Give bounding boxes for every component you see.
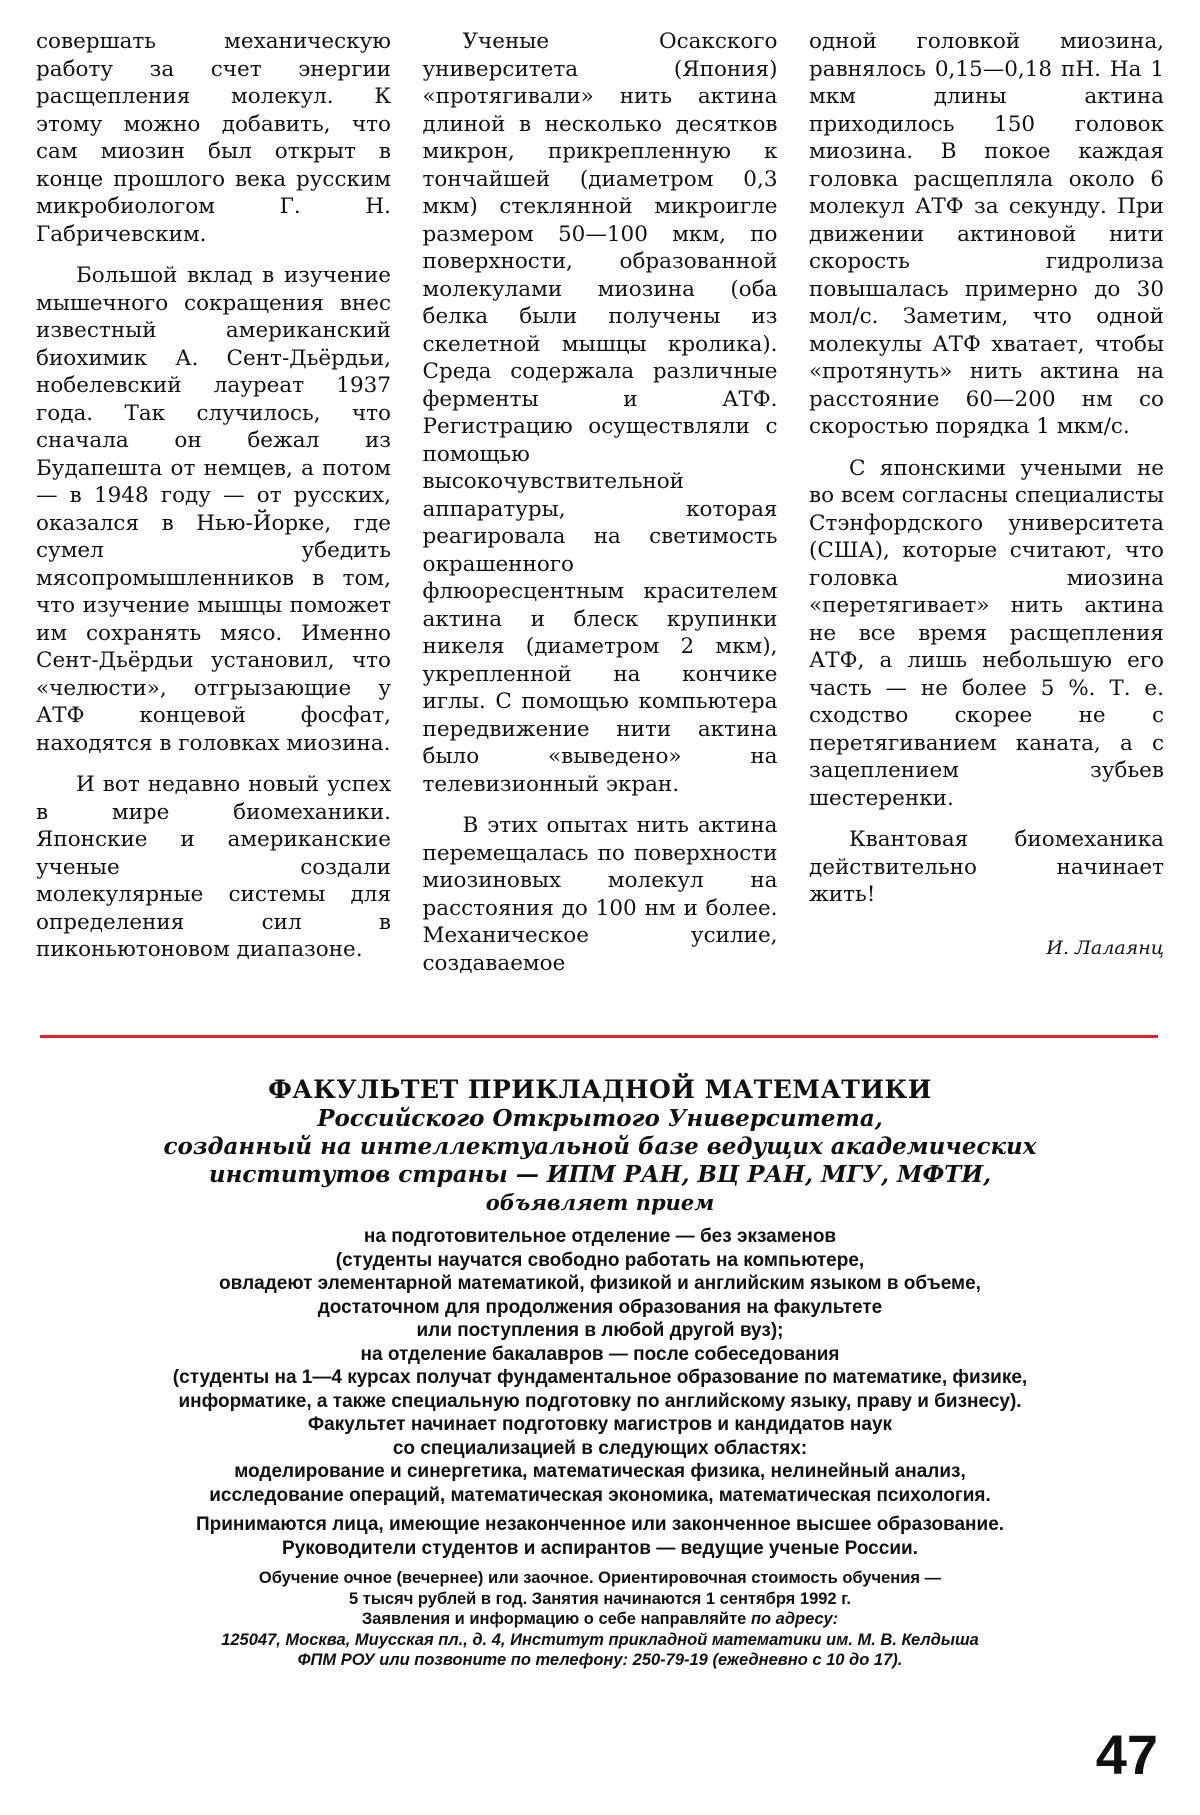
- article-paragraph: Квантовая биомеханика действительно начинает жить!: [809, 827, 1164, 907]
- announcement-body-line: на подготовительное отделение — без экзаменов: [363, 1226, 837, 1247]
- article-paragraph: Ученые Осакского университета (Япония) «протягивали» нить актина длиной в несколько десятков микрон, прикрепленную к тончайшей (диаметром 0,3 мкм) стеклянной микроигле размером 50—100 мкм, по поверхности, образованной молекулами миозина (оба белка были получены из скелетной мышцы кролика). Среда содержала различные ферменты и АТФ. Регистрацию осуществляли с помощью высокочувствительной аппаратуры, которая реагировала на светимость окрашенного флюоресцентным красителем актина и блеск крупинки никеля (диаметром 2 мкм), укрепленной на кончике иглы. С помощью компьютера передвижение нити актина было «выведено» на телевизионный экран.: [422, 29, 778, 797]
- announcement-body-line: Принимаются лица, имеющие незаконченное или законченное высшее образование.: [195, 1514, 1005, 1535]
- article-author: И. Лалаянц: [1046, 936, 1164, 959]
- announcement-body-line: овладеют элементарной математикой, физикой и английским языком в объеме,: [219, 1273, 981, 1294]
- announcement-fine-line: Обучение очное (вечернее) или заочное. Ориентировочная стоимость обучения —: [258, 1569, 942, 1587]
- announcement-subtitle-line: Российского Открытого Университета,: [317, 1105, 883, 1132]
- section-divider: [40, 1035, 1158, 1038]
- announcement-body-line: Факультет начинает подготовку магистров и кандидатов наук: [307, 1414, 893, 1435]
- announcement-body-line: исследование операций, математическая экономика, математическая психология.: [209, 1484, 991, 1506]
- announcement-apply-line: [30, 1609, 1170, 1630]
- article-paragraph: совершать механическую работу за счет энергии расщепления молекул. К этому можно добавить, что сам миозин был открыт в конце прошлого века русским микробиологом Г. Н. Габричевским.: [36, 29, 391, 247]
- announcement-body-line: (студенты научатся свободно работать на компьютере,: [335, 1249, 865, 1271]
- announcement-address-line: 125047, Москва, Миусская пл., д. 4, Институт прикладной математики им. М. В. Келдыша: [221, 1630, 979, 1649]
- announcement-body-line: или поступления в любой другой вуз);: [416, 1320, 784, 1341]
- apply-suffix: по адресу:: [750, 1610, 839, 1628]
- article-column-3: [809, 28, 1164, 988]
- article-paragraph: С японскими учеными не во всем согласны специалисты Стэнфордского университета (США), которые считают, что головка миозина «перетягивает» нить актина не все время расщепления АТФ, а лишь небольшую его часть — не более 5 %. Т. е. сходство скорее не с перетягиванием каната, а с зацеплением зубьев шестеренки.: [809, 455, 1164, 811]
- faculty-announcement: [30, 1075, 1170, 1671]
- announcement-fine-line: 5 тысяч рублей в год. Занятия начинаются 1 сентября 1992 г.: [349, 1589, 851, 1608]
- article-column-1: [36, 28, 391, 988]
- article-paragraph: И вот недавно новый успех в мире биомеханики. Японские и американские ученые создали молекулярные системы для определения сил в пиконьютоновом диапазоне.: [36, 772, 391, 962]
- announcement-subtitle-line: объявляет прием: [485, 1190, 715, 1215]
- announcement-title: ФАКУЛЬТЕТ ПРИКЛАДНОЙ МАТЕМАТИКИ: [268, 1075, 932, 1104]
- announcement-body-line: информатике, а также специальную подготовку по английскому языку, праву и бизнесу).: [178, 1390, 1022, 1412]
- page-number: 47: [1095, 1723, 1158, 1786]
- apply-prefix: Заявления и информацию о себе направляйте: [361, 1610, 747, 1628]
- article-paragraph: одной головкой миозина, равнялось 0,15—0,18 пН. На 1 мкм длины актина приходилось 150 головок миозина. В покое каждая головка расщепляла около 6 молекул АТФ за секунду. При движении актиновой нити скорость гидролиза повышалась примерно до 30 мол/с. Заметим, что одной молекулы АТФ хватает, чтобы «протянуть» нить актина на расстояние 60—200 нм со скоростью порядка 1 мкм/с.: [809, 29, 1164, 439]
- article-paragraph: Большой вклад в изучение мышечного сокращения внес известный американский биохимик А. Сент-Дьёрдьи, нобелевский лауреат 1937 года. Так случилось, что сначала он бежал из Будапешта от немцев, а потом — в 1948 году — от русских, оказался в Нью-Йорке, где сумел убедить мясопромышленников в том, что изучение мышцы поможет им сохранять мясо. Именно Сент-Дьёрдьи установил, что «челюсти», отгрызающие у АТФ концевой фосфат, находятся в головках миозина.: [36, 263, 391, 756]
- announcement-body-line: на отделение бакалавров — после собеседования: [360, 1343, 840, 1365]
- announcement-body-line: (студенты на 1—4 курсах получат фундаментальное образование по математике, физике,: [172, 1367, 1028, 1388]
- article-columns: [36, 28, 1164, 988]
- announcement-address-line: ФПМ РОУ или позвоните по телефону: 250-79-19 (ежедневно с 10 до 17).: [297, 1651, 903, 1669]
- announcement-body-line: со специализацией в следующих областях:: [392, 1437, 808, 1459]
- announcement-body-line: Руководители студентов и аспирантов — ведущие ученые России.: [282, 1537, 918, 1559]
- announcement-subtitle-line: созданный на интеллектуальной базе ведущих академических: [163, 1133, 1037, 1160]
- announcement-body-line: моделирование и синергетика, математическая физика, нелинейный анализ,: [234, 1461, 966, 1482]
- article-paragraph: В этих опытах нить актина перемещалась по поверхности миозиновых молекул на расстояния до 100 нм и более. Механическое усилие, создаваемое: [422, 813, 778, 976]
- article-column-2: [423, 28, 778, 988]
- announcement-subtitle-line: институтов страны — ИПМ РАН, ВЦ РАН, МГУ, МФТИ,: [208, 1161, 992, 1188]
- announcement-body-line: достаточном для продолжения образования на факультете: [317, 1296, 883, 1318]
